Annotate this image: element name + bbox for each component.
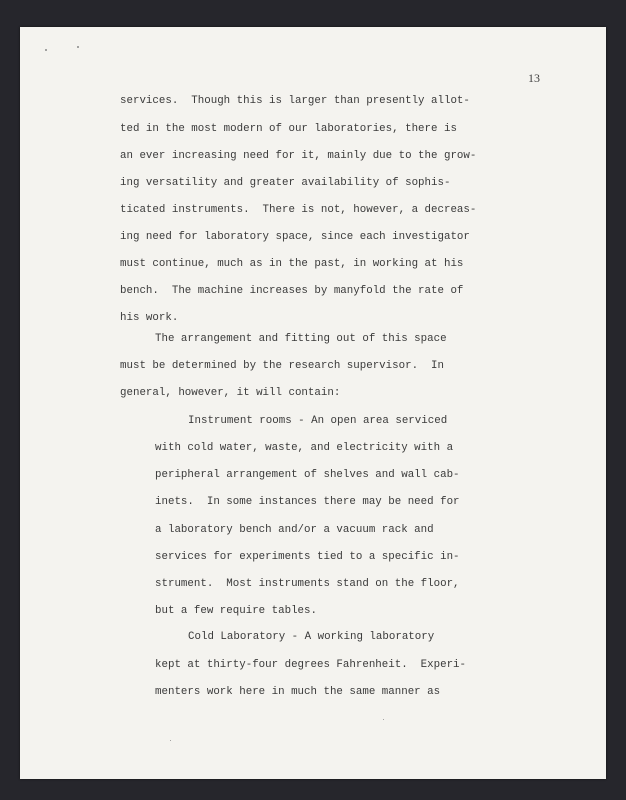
page-number: 13 [528,71,540,85]
text-line: ted in the most modern of our laboratories, there is [120,123,457,135]
text-line: ticated instruments. There is not, however, a decreas- [120,204,477,216]
text-line: but a few require tables. [155,605,317,617]
text-line: Instrument rooms - An open area serviced [188,415,448,427]
text-line: with cold water, waste, and electricity with a [155,442,454,454]
text-line: must be determined by the research supervisor. In [120,360,444,372]
scan-speck [383,719,384,720]
text-line: his work. [120,312,179,324]
text-line: inets. In some instances there may be need for [155,496,460,508]
text-line: general, however, it will contain: [120,387,341,399]
scan-speck [45,49,47,51]
text-line: peripheral arrangement of shelves and wall cab- [155,469,460,481]
scan-speck [77,46,79,48]
text-line: an ever increasing need for it, mainly due to the grow- [120,150,477,162]
scan-speck [170,740,171,741]
document-page [20,27,606,779]
text-line: services. Though this is larger than presently allot- [120,95,470,107]
text-line: Cold Laboratory - A working laboratory [188,631,435,643]
text-line: menters work here in much the same manner as [155,686,441,698]
text-line: must continue, much as in the past, in working at his [120,258,464,270]
text-line: The arrangement and fitting out of this space [155,333,447,345]
text-line: kept at thirty-four degrees Fahrenheit. Experi- [155,659,467,671]
text-line: services for experiments tied to a specific in- [155,551,460,563]
text-line: ing need for laboratory space, since each investigator [120,231,470,243]
text-line: bench. The machine increases by manyfold the rate of [120,285,464,297]
text-line: strument. Most instruments stand on the floor, [155,578,460,590]
text-line: a laboratory bench and/or a vacuum rack and [155,524,434,536]
text-line: ing versatility and greater availability of sophis- [120,177,451,189]
